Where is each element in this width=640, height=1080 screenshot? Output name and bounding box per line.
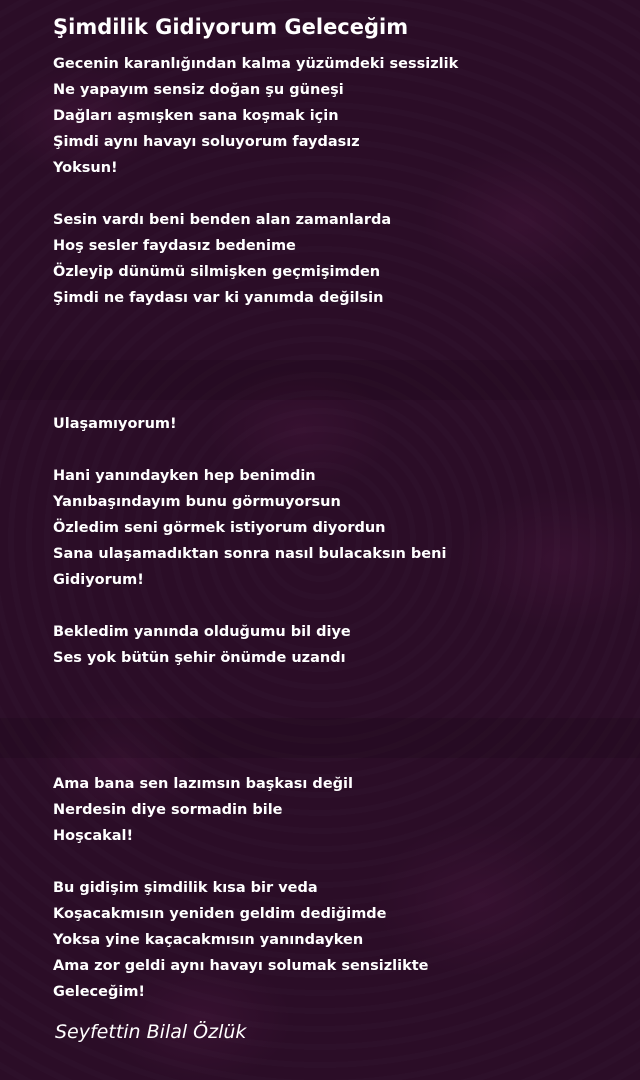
poem-line: Yoksun! bbox=[53, 160, 118, 176]
poem-line: Sana ulaşamadıktan sonra nasıl bulacaksın beni bbox=[53, 546, 447, 562]
poem-line: Gidiyorum! bbox=[53, 572, 144, 588]
background-band bbox=[0, 718, 640, 758]
poem-line: Özleyip dünümü silmişken geçmişimden bbox=[53, 264, 381, 280]
poem-line: Gecenin karanlığından kalma yüzümdeki sessizlik bbox=[53, 56, 459, 72]
poem-line: Ama zor geldi aynı havayı solumak sensizlikte bbox=[53, 958, 429, 974]
poem-line: Geleceğim! bbox=[53, 984, 146, 1000]
poem-line: Ama bana sen lazımsın başkası değil bbox=[53, 776, 353, 792]
poem-line: Bekledim yanında olduğumu bil diye bbox=[53, 624, 351, 640]
poem-line: Ses yok bütün şehir önümde uzandı bbox=[53, 650, 346, 666]
poem-line: Şimdi ne faydası var ki yanımda değilsin bbox=[53, 290, 384, 306]
poem-line: Dağları aşmışken sana koşmak için bbox=[53, 108, 339, 124]
poem-author: Seyfettin Bilal Özlük bbox=[55, 1021, 247, 1043]
poem-line: Hoşcakal! bbox=[53, 828, 134, 844]
poem-line: Koşacakmısın yeniden geldim dediğimde bbox=[53, 906, 387, 922]
poem-line: Bu gidişim şimdilik kısa bir veda bbox=[53, 880, 318, 896]
poem-line: Özledim seni görmek istiyorum diyordun bbox=[53, 520, 386, 536]
poem-line: Ne yapayım sensiz doğan şu güneşi bbox=[53, 82, 344, 98]
poem-line: Sesin vardı beni benden alan zamanlarda bbox=[53, 212, 392, 228]
background-band bbox=[0, 360, 640, 400]
poem-line: Nerdesin diye sormadin bile bbox=[53, 802, 283, 818]
poem-line: Yanıbaşındayım bunu görmuyorsun bbox=[53, 494, 341, 510]
poem-title: Şimdilik Gidiyorum Geleceğim bbox=[53, 15, 409, 39]
poem-line: Yoksa yine kaçacakmısın yanındayken bbox=[53, 932, 364, 948]
poem-line: Şimdi aynı havayı soluyorum faydasız bbox=[53, 134, 360, 150]
poem-line: Hoş sesler faydasız bedenime bbox=[53, 238, 296, 254]
poem-line: Ulaşamıyorum! bbox=[53, 416, 177, 432]
poem-line: Hani yanındayken hep benimdin bbox=[53, 468, 316, 484]
